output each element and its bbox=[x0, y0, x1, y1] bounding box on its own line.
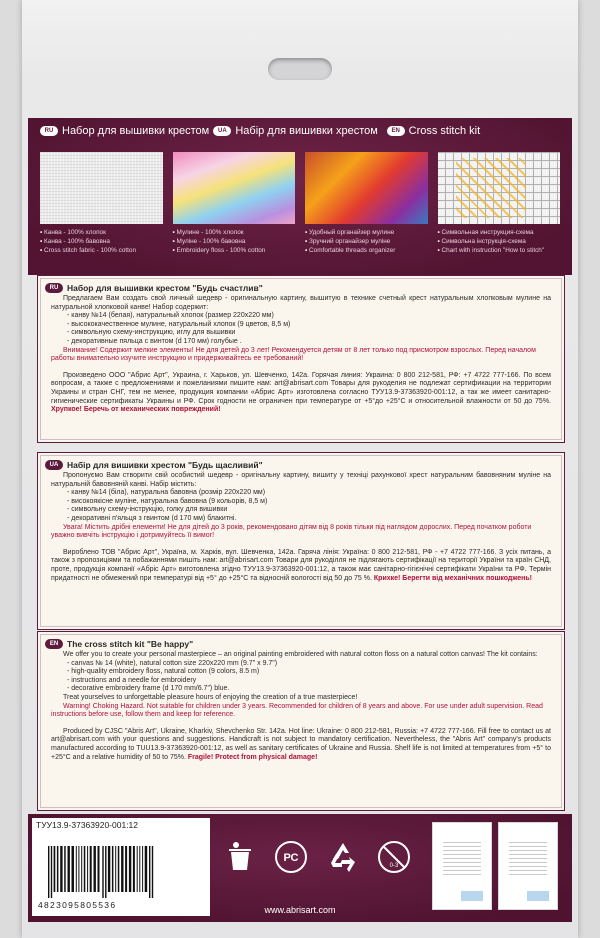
barcode-bar bbox=[112, 846, 114, 892]
certificate-doc bbox=[498, 822, 558, 910]
age-label: 0-3 bbox=[389, 863, 399, 869]
panel-en bbox=[40, 634, 562, 808]
lang-badge-en: EN bbox=[45, 639, 63, 649]
barcode bbox=[46, 846, 196, 898]
caption: ▪ Embroidery floss - 100% cotton bbox=[173, 246, 296, 255]
barcode-bar bbox=[51, 846, 52, 898]
pct-certification-icon bbox=[272, 838, 310, 876]
warning-text: Увага! Містить дрібні елементи! Не для дітей до 3 років, рекомендовано дітям від 8 років тільки під наглядом дорослих. Перед початком роботи уважно вивчіть інструкцію і дотримуйтесь її вимог! bbox=[51, 523, 532, 540]
producer-info: Вироблено ТОВ "Абрис Арт", Україна, м. Харків, вул. Шевченка, 142а. Гаряча лінія: Україна: 0 800 212-581, РФ - +7 4722 777-166. З усіх питань, а також з пропозиціями та побажаннями пишіть нам: art@abrisart.com Товари для рукоділля не підлягають сертифікації на території України та країн СНД, проте, продукція компанії «Абріс Арт» виготовлена згідно ТУУ13.9-37363920-001:12, а також має санітарно-гігієнічні сертифікати України та РФ. Термін придатності не обмежений при температурі від +5° до +25°С та відносній вологості від 50 до 75 %. bbox=[51, 548, 551, 582]
caption: ▪ Cross stitch fabric - 100% cotton bbox=[40, 246, 163, 255]
hanging-hole bbox=[268, 58, 332, 80]
barcode-bar bbox=[98, 846, 100, 892]
warning-text: Warning! Choking Hazard. Not suitable for children under 3 years. Recommended for children of 8 years and above. For use under adult supervision. Read instructions before use, follow them and keep for reference. bbox=[51, 702, 543, 719]
barcode-bar bbox=[90, 846, 92, 892]
age-restriction-icon bbox=[375, 838, 413, 876]
barcode-bar bbox=[64, 846, 66, 892]
barcode-bar bbox=[54, 846, 56, 892]
certificate-doc bbox=[432, 822, 492, 910]
recycle-icon bbox=[324, 838, 362, 876]
producer-info: Произведено ООО "Абрис Арт", Украина, г. Харьков, ул. Шевченко, 142а. Горячая линия: Украина: 0 800 212-581, РФ: +7 4722 777-166. По всем вопросам, а также с предложениями и пожеланиями пишите нам: art@abrisart.com Товары для рукоделия не подлежат сертификации на территории Украины и стран СНГ, тем не менее, продукция компании «Абрис Арт» изготовлена согласно ТУУ13.9-37363920-001:12, а так же имеет санитарно-гигиенические сертификаты Украины и РФ. Срок годности не ограничен при температуре от +5°до +25°С и относительной влажности от 50 до 75%. bbox=[51, 371, 551, 405]
barcode-bar bbox=[133, 846, 135, 892]
caption: ▪ Канва - 100% бавовна bbox=[40, 237, 163, 246]
barcode-number: 4823095805536 bbox=[38, 900, 117, 910]
trash-bin-icon bbox=[221, 838, 259, 876]
panel-ru bbox=[40, 278, 562, 440]
kit-item: - canvas № 14 (white), natural cotton size 220x220 mm (9.7" x 9.7") bbox=[67, 659, 278, 667]
lang-badge-en: EN bbox=[387, 126, 405, 136]
title-ua-text: Набір для вишивки хрестом bbox=[235, 125, 378, 137]
warning-text: Внимание! Содержит мелкие элементы! Не для детей до 3 лет! Рекомендуется детям от 8 лет только под присмотром взрослых. Перед началом работы внимательно изучите инструкцию и придерживайтесь ее требований! bbox=[51, 346, 536, 363]
caption-column-organizer bbox=[305, 228, 428, 255]
panel-title-en bbox=[41, 635, 561, 651]
title-ru-text: Набор для вышивки крестом bbox=[62, 125, 210, 137]
fragile-text: Крихке! Берегти від механічних пошкоджень! bbox=[373, 574, 533, 582]
spec-code: ТУУ13.9-37363920-001:12 bbox=[36, 820, 139, 830]
lang-badge-ua: UA bbox=[45, 460, 63, 470]
title-ua bbox=[213, 122, 386, 140]
barcode-bar bbox=[129, 846, 131, 892]
barcode-bar bbox=[48, 846, 49, 898]
kit-item: - instructions and a needle for embroidery bbox=[67, 676, 197, 684]
title-en-text: Cross stitch kit bbox=[408, 125, 481, 137]
title-ru bbox=[40, 122, 213, 140]
kit-item: - символьну схему-інструкцію, голку для вишивки bbox=[67, 506, 228, 514]
panel-body-en bbox=[41, 651, 561, 762]
producer-info: Produced by CJSC "Abris Art", Ukraine, Kharkiv, Shevchenko Str. 142a. Hot line: Ukraine: 0 800 212-581, Russia: +7 4722 777-166. Fill free to contact us at art@abrisart.com with your questions and suggestions. Handicraft is not subject to mandatory certification. Nevertheless, the "Abris Art" company's products manufactured according to TUU13.9-37363920-001:12, as well as sanitary certificates of Ukraine and Russia. Shelf life is not limited at temperatures from +5° to +25°C and a relative humidity of 50 to 75%. bbox=[51, 727, 551, 761]
barcode-bar bbox=[81, 846, 82, 892]
kit-item: - символьную схему-инструкцию, иглу для вышивки bbox=[67, 329, 236, 337]
caption: ▪ Chart with instruction "How to stitch" bbox=[438, 246, 561, 255]
barcode-bar bbox=[152, 846, 153, 898]
canvas-photo bbox=[40, 152, 163, 224]
caption: ▪ Удобный органайзер мулине bbox=[305, 228, 428, 237]
producer-text bbox=[51, 372, 551, 415]
barcode-bar bbox=[121, 846, 123, 892]
barcode-bar bbox=[72, 846, 75, 892]
kit-item: - decorative embroidery frame (d 170 mm/6.7") blue. bbox=[67, 685, 230, 693]
caption: ▪ Символьна інструкція-схема bbox=[438, 237, 561, 246]
kit-item: - высококачественное мулине, натуральный хлопок (9 цветов, 8,5 м) bbox=[67, 320, 291, 328]
caption: ▪ Comfortable threads organizer bbox=[305, 246, 428, 255]
barcode-bar bbox=[78, 846, 79, 892]
barcode-bar bbox=[102, 846, 103, 898]
barcode-bar bbox=[94, 846, 96, 892]
barcode-bar bbox=[105, 846, 106, 898]
lang-badge-ru: RU bbox=[40, 126, 58, 136]
barcode-bar bbox=[108, 846, 110, 892]
barcode-bar bbox=[57, 846, 59, 892]
certificates bbox=[432, 822, 558, 910]
kit-item: - канву №14 (белая), натуральный хлопок (размер 220x220 мм) bbox=[67, 312, 274, 320]
barcode-bar bbox=[145, 846, 148, 892]
barcode-bar bbox=[149, 846, 150, 898]
website-url[interactable]: www.abrisart.com bbox=[264, 905, 336, 915]
lang-badge-ua: UA bbox=[213, 126, 231, 136]
intro-text: Предлагаем Вам создать свой личный шедевр - оригинальную картину, вышитую в технике счетный крест натуральным хлопковым мулине на натуральной хлопковой канве! Набор содержит: bbox=[51, 295, 551, 311]
barcode-bar bbox=[118, 846, 120, 892]
organizer-photo bbox=[305, 152, 428, 224]
barcode-bar bbox=[60, 846, 62, 892]
closing-text: Treat yourselves to unforgettable pleasure hours of enjoying the creation of a true masterpiece! bbox=[63, 693, 358, 701]
kit-item: - декоративные пяльца с винтом (d 170 мм) голубые . bbox=[67, 337, 242, 345]
panel-title-text: Набор для вышивки крестом "Будь счастлив" bbox=[67, 283, 263, 293]
fragile-text: Fragile! Protect from physical damage! bbox=[187, 753, 318, 761]
barcode-bar bbox=[87, 846, 88, 892]
kit-item: - high-quality embroidery floss, natural cotton (9 colors, 8.5 m) bbox=[67, 668, 260, 676]
intro-text: Пропонуємо Вам створити свій особистий шедевр - оригінальну картину, вишиту у техніці рахункової хрест натуральним бавовняним муліне на натуральній бавовняній канві. Набір містить: bbox=[51, 472, 551, 488]
intro-text: We offer you to create your personal masterpiece – an original painting embroidered with natural cotton floss on a natural cotton canvas! The kit contains: bbox=[63, 651, 538, 658]
barcode-bar bbox=[139, 846, 140, 892]
caption: ▪ Символьная инструкция-схема bbox=[438, 228, 561, 237]
panel-title-ua bbox=[41, 456, 561, 472]
barcode-label bbox=[32, 818, 210, 916]
lang-badge-ru: RU bbox=[45, 283, 63, 293]
floss-photo bbox=[173, 152, 296, 224]
panel-title-ru bbox=[41, 279, 561, 295]
panel-ua bbox=[40, 455, 562, 627]
caption: ▪ Муліне - 100% бавовна bbox=[173, 237, 296, 246]
caption: ▪ Мулине - 100% хлопок bbox=[173, 228, 296, 237]
barcode-bar bbox=[142, 846, 143, 892]
caption: ▪ Канва - 100% хлопок bbox=[40, 228, 163, 237]
barcode-bar bbox=[137, 846, 138, 892]
panel-body-ua bbox=[41, 472, 561, 583]
producer-text bbox=[51, 549, 551, 583]
chart-photo bbox=[438, 152, 561, 224]
panel-title-text: Набір для вишивки хрестом "Будь щасливий" bbox=[67, 460, 263, 470]
photo-captions bbox=[40, 228, 560, 255]
caption-column-floss bbox=[173, 228, 296, 255]
barcode-bar bbox=[125, 846, 127, 892]
barcode-bar bbox=[115, 846, 116, 892]
kit-item: - канву №14 (біла), натуральна бавовна (розмір 220x220 мм) bbox=[67, 489, 266, 497]
barcode-bar bbox=[84, 846, 86, 892]
header-titles bbox=[40, 122, 560, 140]
caption-column-chart bbox=[438, 228, 561, 255]
panel-body-ru bbox=[41, 295, 561, 415]
product-photos bbox=[40, 152, 560, 224]
caption: ▪ Зручний органайзер муліне bbox=[305, 237, 428, 246]
panel-title-text: The cross stitch kit "Be happy" bbox=[67, 639, 194, 649]
fragile-text: Хрупкое! Беречь от механических повреждений! bbox=[51, 406, 221, 414]
barcode-bar bbox=[76, 846, 77, 892]
kit-item: - декоративні п'яльця з гвинтом (d 170 мм) блакитні. bbox=[67, 514, 237, 522]
kit-item: - високоякісне муліне, натуральна бавовна (9 кольорів, 8,5 м) bbox=[67, 497, 268, 505]
caption-column-canvas bbox=[40, 228, 163, 255]
compliance-icons bbox=[214, 828, 420, 886]
title-en bbox=[387, 122, 560, 140]
barcode-bar bbox=[68, 846, 70, 892]
rst-label: РС bbox=[283, 852, 299, 864]
producer-text bbox=[51, 728, 551, 762]
